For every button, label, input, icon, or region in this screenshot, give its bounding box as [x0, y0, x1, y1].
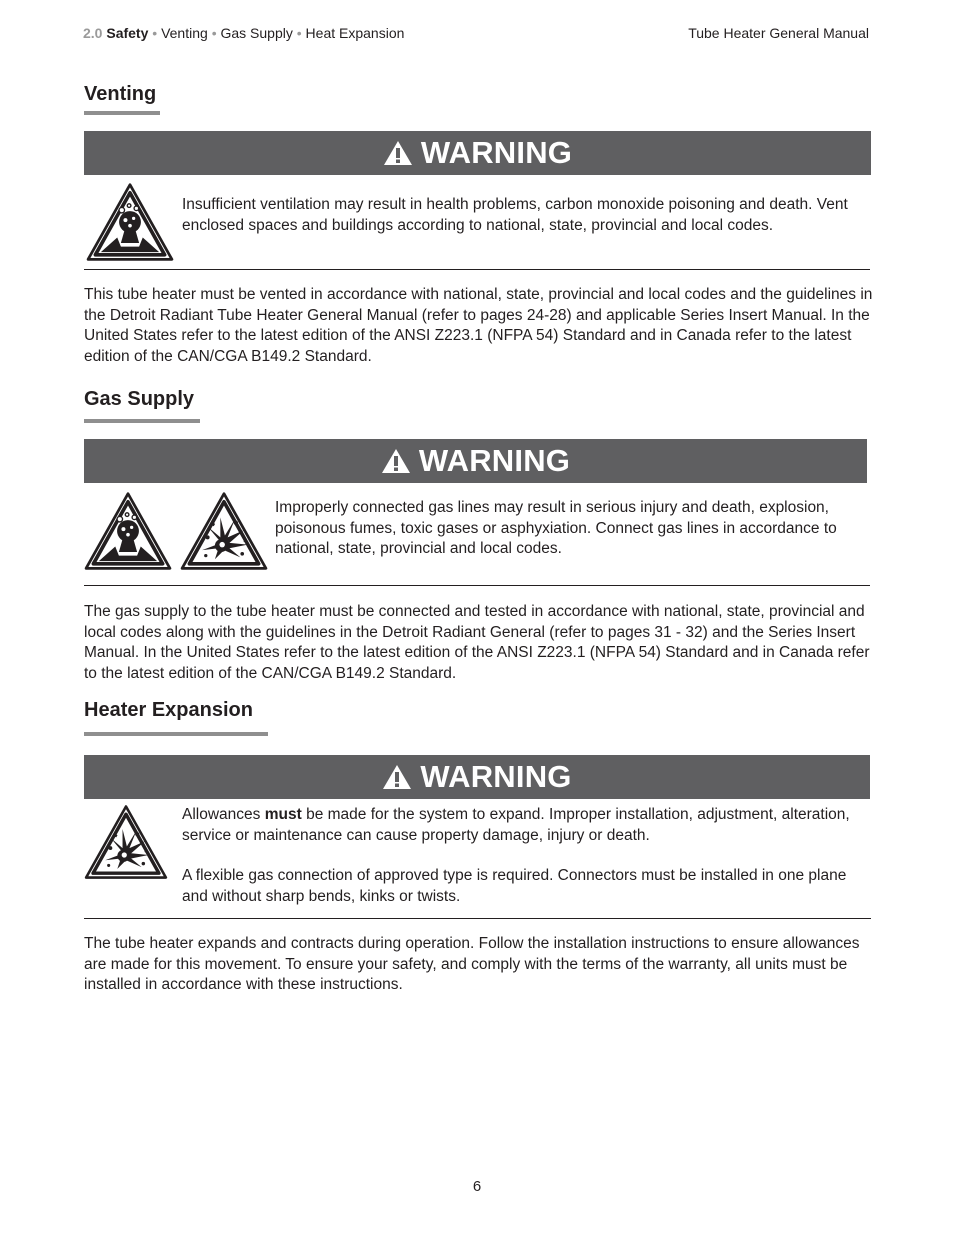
breadcrumb-separator: • [296, 25, 302, 41]
toxic-inhalation-hazard-icon [82, 490, 174, 572]
venting-warning-bar [84, 131, 871, 175]
manual-title: Tube Heater General Manual [688, 25, 869, 41]
divider [84, 918, 871, 919]
breadcrumb-item: Heat Expansion [305, 25, 405, 41]
toxic-inhalation-hazard-icon [84, 181, 176, 263]
gas-supply-heading: Gas Supply [84, 388, 195, 410]
breadcrumb [83, 25, 404, 42]
gas-supply-warning-text: Improperly connected gas lines may result in serious injury and death, explosion, poisonous fumes, toxic gases or asphyxiation. Connect gas lines in accordance to national, state, provincial and local codes. [275, 499, 837, 557]
venting-warning-text: Insufficient ventilation may result in health problems, carbon monoxide poisoning and death. Vent enclosed spaces and buildings according to national, state, provincial and local codes. [182, 196, 848, 234]
gas-supply-warning-bar [84, 439, 867, 483]
heater-expansion-warning-text: Allowances must be made for the system to expand. Improper installation, adjustment, alteration, service or maintenance can cause property damage, injury or death. A flexible gas connection of approved type is required. Connectors must be installed in one plane and without sharp bends, kinks or twists. [182, 806, 850, 905]
heater-expansion-heading-rule [84, 732, 268, 736]
divider [84, 585, 870, 586]
heater-expansion-warning-bar [84, 755, 870, 799]
warning-label: WARNING [418, 443, 571, 478]
breadcrumb-separator: • [211, 25, 217, 41]
breadcrumb-item: Gas Supply [220, 25, 293, 41]
heater-expansion-body: The tube heater expands and contracts during operation. Follow the installation instructions to ensure allowances are made for this movement. To ensure your safety, and comply with the terms of the warranty, all units must be installed in accordance with these instructions. [84, 935, 860, 993]
divider [84, 269, 870, 270]
venting-heading-rule [84, 111, 160, 115]
warning-label: WARNING [420, 135, 573, 170]
page-number: 6 [472, 1178, 482, 1195]
venting-body: This tube heater must be vented in accordance with national, state, provincial and local codes and the guidelines in the Detroit Radiant Tube Heater General Manual (refer to pages 24-28) and applicable Series Insert Manual. In the United States refer to the latest edition of the ANSI Z223.1 (NFPA 54) Standard and in Canada refer to the latest edition of the CAN/CGA B149.2 Standard. [84, 286, 873, 365]
alert-triangle-icon [382, 764, 412, 790]
gas-supply-body: The gas supply to the tube heater must be connected and tested in accordance with national, state, provincial and local codes along with the guidelines in the Detroit Radiant General (refer to pages 31 - 32) and the Series Insert Manual. In the United States refer to the latest edition of the ANSI Z223.1 (NFPA 54) Standard and in Canada refer to the latest edition of the CAN/CGA B149.2 Standard. [84, 603, 870, 682]
breadcrumb-item: Venting [161, 25, 208, 41]
explosion-hazard-icon [178, 490, 270, 572]
warning-label: WARNING [420, 759, 572, 794]
breadcrumb-current: Safety [106, 25, 149, 41]
alert-triangle-icon [381, 448, 411, 474]
alert-triangle-icon [383, 140, 413, 166]
gas-supply-heading-rule [84, 419, 200, 423]
section-number: 2.0 [83, 25, 103, 41]
breadcrumb-separator: • [152, 25, 158, 41]
explosion-hazard-icon [82, 803, 170, 881]
heater-expansion-heading: Heater Expansion [84, 699, 253, 721]
venting-heading: Venting [84, 83, 157, 105]
